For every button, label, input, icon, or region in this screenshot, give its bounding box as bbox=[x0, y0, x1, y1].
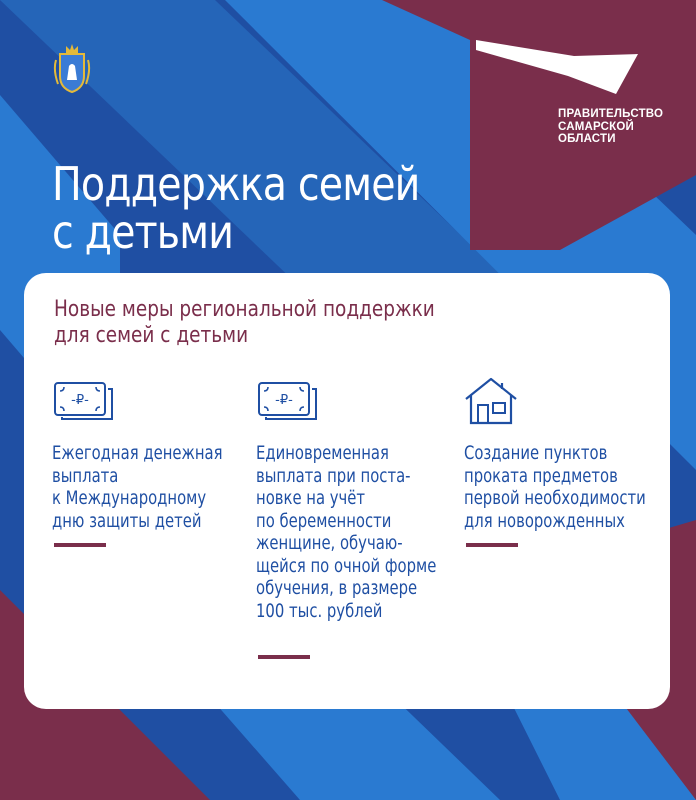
government-name-line: ОБЛАСТИ bbox=[558, 133, 616, 145]
page-title-line: Поддержка семей bbox=[52, 157, 420, 211]
measure-text-line: проката предметов bbox=[464, 464, 618, 487]
measure-text-line: новке на учёт bbox=[256, 487, 366, 509]
samara-region-coat-of-arms-icon bbox=[52, 40, 92, 96]
measure-text-line: Единовременная bbox=[256, 442, 389, 464]
measure-text bbox=[52, 442, 223, 532]
card-heading bbox=[54, 297, 435, 349]
card-heading-line: для семей с детьми bbox=[54, 323, 249, 348]
accent-divider bbox=[54, 543, 106, 547]
ruble-banknote-icon bbox=[256, 377, 324, 425]
measure-text-line: женщине, обучаю- bbox=[256, 532, 403, 554]
measure-text-line: для новорожденных bbox=[464, 509, 625, 532]
government-wing-logo-icon bbox=[476, 36, 638, 96]
measure-item-rental-points bbox=[464, 377, 664, 532]
government-name-line: САМАРСКОЙ bbox=[558, 120, 634, 133]
measure-text-line: выплата при поста- bbox=[256, 464, 411, 487]
accent-divider bbox=[258, 655, 310, 659]
measure-text-line: щейся по очной форме bbox=[256, 554, 437, 577]
measure-text-line: дню защиты детей bbox=[52, 509, 202, 532]
house-icon bbox=[464, 377, 532, 425]
page-title bbox=[52, 157, 420, 259]
page-title-line: с детьми bbox=[52, 205, 234, 259]
accent-divider bbox=[466, 543, 518, 547]
support-measures-card bbox=[24, 273, 670, 709]
measure-text-line: Ежегодная денежная bbox=[52, 442, 223, 464]
measure-text bbox=[256, 442, 437, 622]
measure-item-annual-payment bbox=[52, 377, 252, 532]
svg-text:-₽-: -₽- bbox=[71, 393, 89, 408]
measure-text-line: Создание пунктов bbox=[464, 442, 608, 464]
measure-text-line: выплата bbox=[52, 464, 119, 487]
measure-text-line: первой необходимости bbox=[464, 487, 646, 509]
government-name bbox=[558, 108, 688, 146]
measure-text-line: к Международному bbox=[52, 487, 207, 509]
measure-text-line: по беременности bbox=[256, 509, 392, 532]
ruble-banknote-icon bbox=[52, 377, 120, 425]
card-heading-line: Новые меры региональной поддержки bbox=[54, 297, 435, 322]
measure-item-lump-sum-payment bbox=[256, 377, 456, 622]
measure-text-line: обучения, в размере bbox=[256, 577, 418, 599]
svg-text:-₽-: -₽- bbox=[275, 393, 293, 408]
measure-text-line: 100 тыс. рублей bbox=[256, 599, 383, 622]
measure-text bbox=[464, 442, 646, 532]
government-name-line: ПРАВИТЕЛЬСТВО bbox=[558, 108, 664, 120]
